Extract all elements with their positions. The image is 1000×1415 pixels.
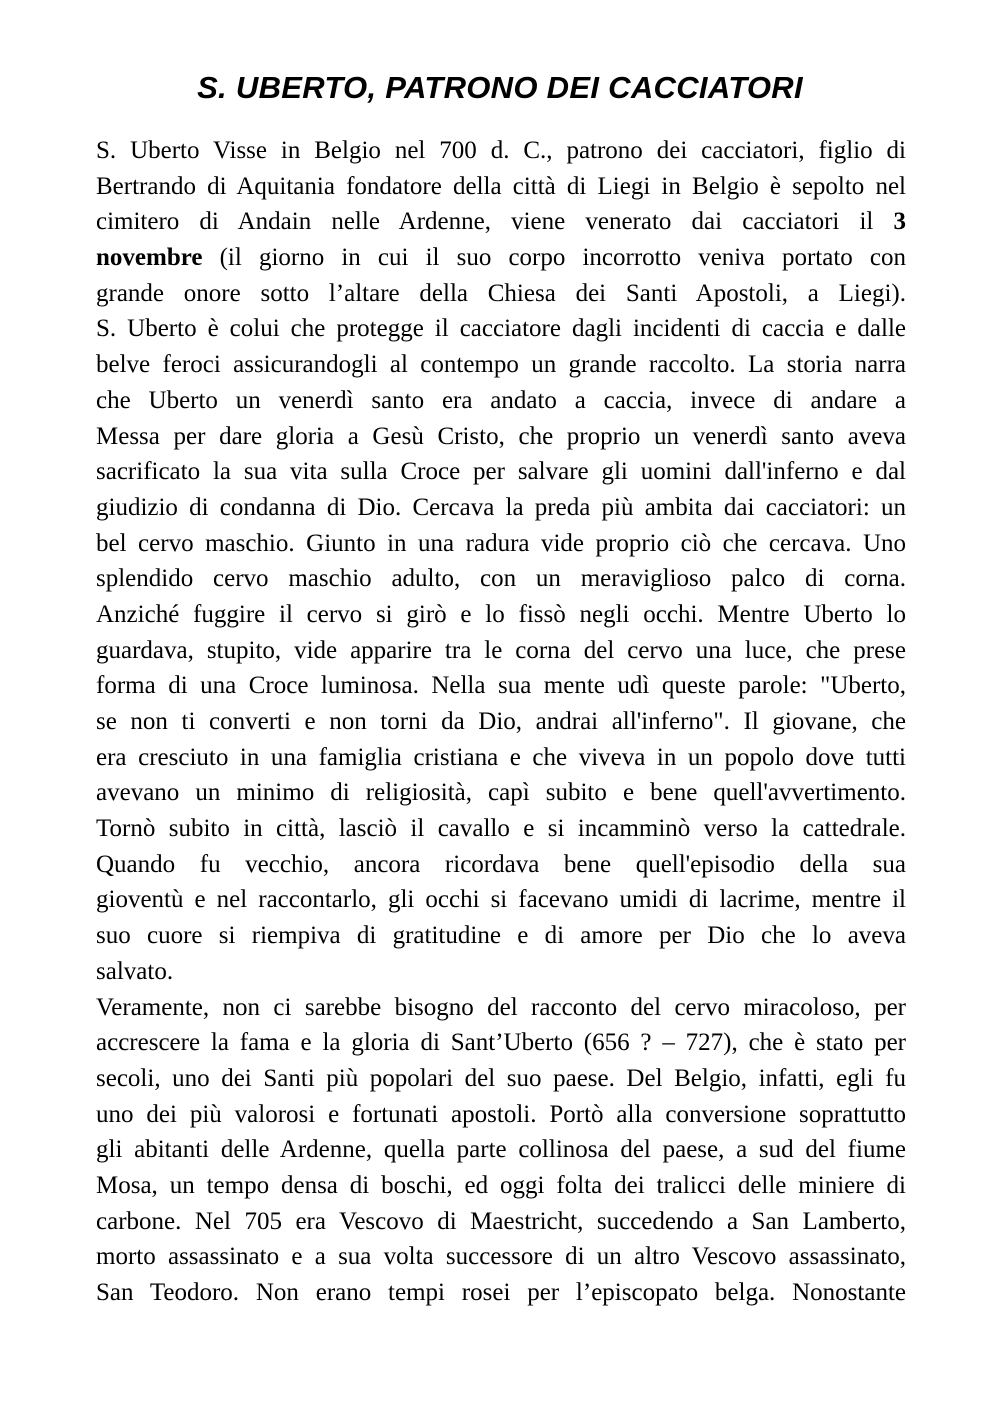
text-line: sacrificato la sua vita sulla Croce per salvare gli uomini dall'inferno e dal [96,458,906,486]
text-line: se non ti converti e non torni da Dio, andrai all'inferno". Il giovane, che [96,708,906,735]
text-line: S. Uberto è colui che protegge il cacciatore dagli incidenti di caccia e dalle [96,315,906,343]
text-line: suo cuore si riempiva di gratitudine e di amore per Dio che lo aveva [96,922,906,950]
text-line: carbone. Nel 705 era Vescovo di Maestricht, succedendo a San Lamberto, [96,1207,906,1235]
text-line: Messa per dare gloria a Gesù Cristo, che proprio un venerdì santo aveva [96,422,906,450]
text-line: era cresciuto in una famiglia cristiana e che viveva in un popolo dove tutti [96,743,906,771]
text-line: salvato. [96,957,174,985]
text-line: accrescere la fama e la gloria di Sant’Uberto (656 ? – 727), che è stato per [96,1029,906,1057]
bold-date-day: 3 [893,208,906,236]
text-line: Tornò subito in città, lasciò il cavallo e si incamminò verso la cattedrale. [96,815,906,843]
text-line: gioventù e nel raccontarlo, gli occhi si facevano umidi di lacrime, mentre il [96,886,906,914]
text-line: avevano un minimo di religiosità, capì subito e bene quell'avvertimento. [96,779,906,807]
text-line: che Uberto un venerdì santo era andato a caccia, invece di andare a [96,386,906,414]
text-line: gli abitanti delle Ardenne, quella parte collinosa del paese, a sud del fiume [96,1136,906,1164]
text-line: grande onore sotto l’altare della Chiesa dei Santi Apostoli, a Liegi). [96,279,906,307]
text-line: San Teodoro. Non erano tempi rosei per l’episcopato belga. Nonostante [96,1279,906,1306]
page-title: S. UBERTO, PATRONO DEI CACCIATORI [197,70,803,105]
text-line: giudizio di condanna di Dio. Cercava la preda più ambita dai cacciatori: un [96,493,906,521]
text-line: forma di una Croce luminosa. Nella sua mente udì queste parole: "Uberto, [96,672,906,700]
bold-date-month: novembre [96,244,203,272]
text-line: Veramente, non ci sarebbe bisogno del racconto del cervo miracoloso, per [96,993,906,1021]
text-line: Mosa, un tempo densa di boschi, ed oggi folta dei tralicci delle miniere di [96,1171,906,1199]
text-line: guardava, stupito, vide apparire tra le corna del cervo una luce, che prese [96,636,906,664]
text-line: novembre (il giorno in cui il suo corpo incorrotto veniva portato con [96,244,906,272]
text-line: bel cervo maschio. Giunto in una radura vide proprio ciò che cercava. Uno [96,529,906,557]
text-line: Anziché fuggire il cervo si girò e lo fissò negli occhi. Mentre Uberto lo [96,600,906,628]
text-line: morto assassinato e a sua volta successore di un altro Vescovo assassinato, [96,1243,906,1271]
text-line: belve feroci assicurandogli al contempo un grande raccolto. La storia narra [96,351,906,379]
text-line: Quando fu vecchio, ancora ricordava bene quell'episodio della sua [96,850,906,878]
text-line: secoli, uno dei Santi più popolari del suo paese. Del Belgio, infatti, egli fu [96,1064,906,1092]
body-text [96,133,906,1311]
text-line: S. Uberto Visse in Belgio nel 700 d. C., patrono dei cacciatori, figlio di [96,137,906,164]
text-line: uno dei più valorosi e fortunati apostoli. Portò alla conversione soprattutto [96,1100,906,1128]
text-line: cimitero di Andain nelle Ardenne, viene venerato dai cacciatori il 3 [96,208,906,236]
text-line: splendido cervo maschio adulto, con un meraviglioso palco di corna. [96,565,906,593]
text-line: Bertrando di Aquitania fondatore della città di Liegi in Belgio è sepolto nel [96,172,906,200]
